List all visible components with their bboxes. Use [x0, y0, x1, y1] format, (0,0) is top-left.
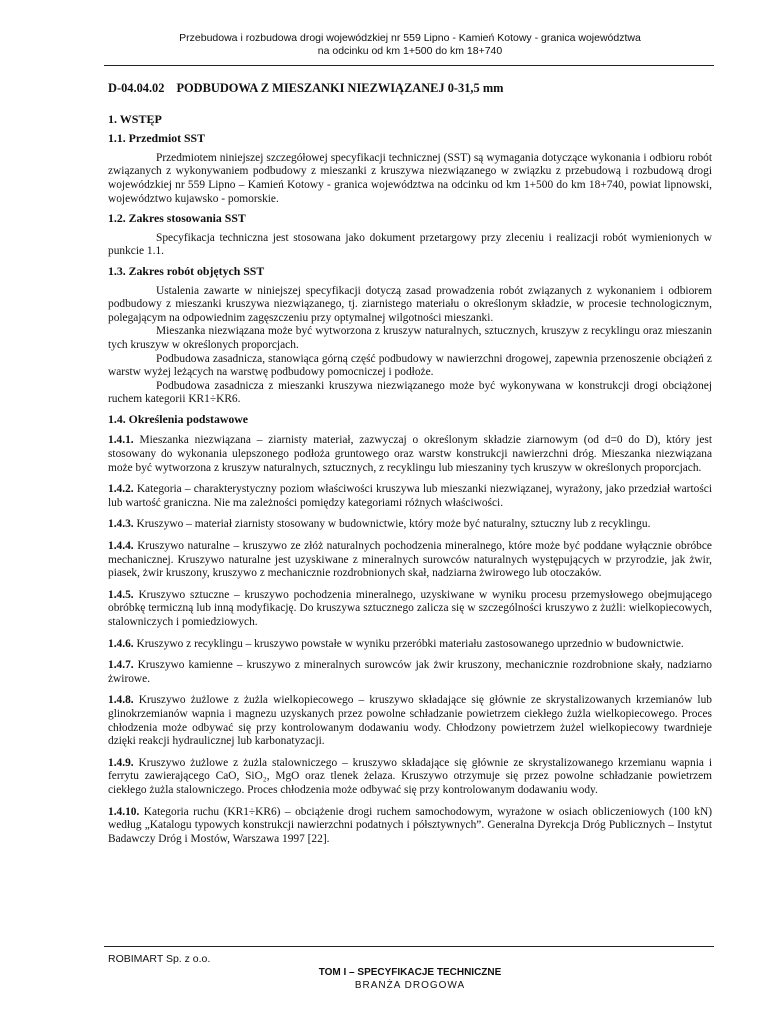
paragraph-works-4: Podbudowa zasadnicza z mieszanki kruszywa niezwiązanego może być wykonywana w konstrukcji drogi obciążonej ruchem kategorii KR1÷KR6.	[108, 379, 712, 406]
definition-number: 1.4.9.	[108, 756, 134, 769]
running-footer	[250, 966, 570, 992]
definition-number: 1.4.7.	[108, 659, 134, 672]
header-divider	[104, 65, 714, 66]
definition-item	[108, 638, 712, 652]
definition-number: 1.4.2.	[108, 483, 134, 496]
definition-text: Kruszywo kamienne – kruszywo z mineralnych surowców jak żwir kruszony, mechanicznie rozdrobnione skały, nadziarno żwirowe.	[108, 659, 712, 685]
definition-text: Mieszanka niezwiązana – ziarnisty materiał, zazwyczaj o określonym składzie ziarnowym (od d=0 do D), który jest stosowany do wykonania ulepszonego podłoża gruntowego oraz warstw konstrukcji nawierzchni dróg. Mieszanka niezwiązana może być wytworzona z kruszyw naturalnych, sztucznych, z recyklingu lub mieszaniny tych kruszyw w określonych proporcjach.	[108, 434, 712, 474]
definition-text: Kruszywo – materiał ziarnisty stosowany w budownictwie, który może być naturalny, sztuczny lub z recyklingu.	[136, 518, 651, 531]
definition-item	[108, 659, 712, 686]
definition-text: Kruszywo z recyklingu – kruszywo powstałe w wyniku przeróbki materiału zastosowanego uprzednio w budownictwie.	[136, 637, 684, 650]
subsection-heading-definitions: 1.4. Określenia podstawowe	[108, 411, 249, 426]
definition-number: 1.4.5.	[108, 588, 134, 601]
document-title	[108, 82, 712, 96]
footer-volume: TOM I – SPECYFIKACJE TECHNICZNE	[318, 967, 502, 978]
definition-text: Kategoria – charakterystyczny poziom właściwości kruszywa lub mieszanki niezwiązanej, wyrażony, jako przedział wartości lub wartość graniczna. Nie ma zależności pomiędzy kategoriami różnych właściwości.	[108, 483, 712, 509]
paragraph-works-3: Podbudowa zasadnicza, stanowiąca górną część podbudowy w nawierzchni drogowej, zapewnia przenoszenie obciążeń z warstw wyżej leżących na warstwę podbudowy pomocniczej i podłoże.	[108, 352, 712, 379]
paragraph-works-1: Ustalenia zawarte w niniejszej specyfikacji dotyczą zasad prowadzenia robót związanych z wykonaniem i odbiorem podbudowy z mieszanki kruszywa niezwiązanego, tj. ziarnistego materiału o określonym składzie, w procesie technologicznym, polegającym na odpowiednim zagęszczeniu przy optymalnej wilgotności mieszanki.	[108, 284, 712, 324]
definition-text: Kruszywo żużlowe z żużla wielkopiecowego – kruszywo składające się głównie ze skrystalizowanych krzemianów lub glinokrzemianów wapnia i magnezu uzyskanych przez powolne schładzanie powietrzem ciekłego żużla wielkopiecowego. Proces chłodzenia może odbywać się przy kontrolowanym dodawaniu wody. Chłodzony powietrzem żużel wielkopiecowy twardnieje dzięki reakcji hydraulicznej lub karbonatyzacji.	[108, 694, 712, 748]
definition-number: 1.4.6.	[108, 637, 134, 650]
definition-item	[108, 806, 712, 847]
section-heading-introduction: 1. WSTĘP	[108, 111, 162, 126]
definition-item	[108, 518, 712, 532]
header-line-1: Przebudowa i rozbudowa drogi wojewódzkiej nr 559 Lipno - Kamień Kotowy - granica województwa	[179, 32, 641, 44]
definition-item	[108, 694, 712, 748]
definition-text: Kruszywo naturalne – kruszywo ze złóż naturalnych pochodzenia mineralnego, które może być poddane wyłącznie obróbce mechanicznej. Kruszywo naturalne jest uzyskiwane z mineralnych surowców naturalnych występujących w przyrodzie, jak żwir, piasek, żwir kruszony, kruszywo z mechanicznie rozdrobnionych skał, nadziarna żwirowego lub otoczaków.	[108, 540, 712, 580]
paragraph-works-2: Mieszanka niezwiązana może być wytworzona z kruszyw naturalnych, sztucznych, kruszyw z recyklingu oraz mieszanin tych kruszyw w określonych proporcjach.	[108, 325, 712, 351]
header-line-2: na odcinku od km 1+500 do km 18+740	[317, 45, 503, 57]
definition-text: Kruszywo żużlowe z żużla stalowniczego – kruszywo składające się głównie ze skrystalizowanego krzemianu wapnia i ferrytu zawierającego CaO, SiO₂, MgO oraz tlenek żelaza. Kruszywo otrzymuje się przez powolne schładzanie powietrzem ciekłego żużla stalowniczego. Proces chłodzenia może odbywać się przy kontrolowanym dodawaniu wody.	[108, 756, 712, 796]
definition-item	[108, 434, 712, 475]
definition-item	[108, 757, 712, 798]
definition-item	[108, 483, 712, 510]
footer-company: ROBIMART Sp. z o.o.	[108, 953, 211, 965]
definition-number: 1.4.8.	[108, 694, 134, 707]
subsection-heading-works: 1.3. Zakres robót objętych SST	[108, 263, 265, 278]
definition-number: 1.4.10.	[108, 805, 140, 818]
definition-text: Kruszywo sztuczne – kruszywo pochodzenia mineralnego, uzyskiwane w wyniku procesu przemysłowego obejmującego obróbkę termiczną lub inną modyfikację. Do kruszywa sztucznego zalicza się w szczególności kruszywo z żużli: wielkopiecowych, stalowniczych i pomiedziowych.	[108, 588, 713, 628]
document-code: D-04.04.02	[108, 81, 165, 95]
definition-number: 1.4.4.	[108, 540, 134, 553]
subsection-heading-subject: 1.1. Przedmiot SST	[108, 131, 205, 146]
paragraph-scope: Specyfikacja techniczna jest stosowana jako dokument przetargowy przy zleceniu i realizacji robót wymienionych w punkcie 1.1.	[108, 231, 712, 258]
paragraph-subject: Przedmiotem niniejszej szczegółowej specyfikacji technicznej (SST) są wymagania dotyczące wykonania i odbioru robót związanych z wykonywaniem podbudowy z mieszanki z kruszywa niezwiązanego w związku z przebudową i rozbudową drogi wojewódzkiej nr 559 Lipno – Kamień Kotowy - granica województwa na odcinku od km 1+500 do km 18+740, powiat lipnowski, województwo kujawsko - pomorskie.	[108, 151, 712, 205]
definition-number: 1.4.1.	[108, 434, 134, 447]
definition-number: 1.4.3.	[108, 518, 134, 531]
running-header	[100, 32, 720, 58]
definition-item	[108, 589, 712, 630]
definition-text: Kategoria ruchu (KR1÷KR6) – obciążenie drogi ruchem samochodowym, wyrażone w osiach obliczeniowych (100 kN) według „Katalogu typowych konstrukcji nawierzchni podatnych i półsztywnych”. Generalna Dyrekcja Dróg Publicznych – Instytut Badawczy Dróg i Mostów, Warszawa 1997 [22].	[108, 805, 712, 845]
document-title-text: PODBUDOWA Z MIESZANKI NIEZWIĄZANEJ 0-31,5 mm	[176, 81, 504, 95]
subsection-heading-scope: 1.2. Zakres stosowania SST	[108, 211, 246, 226]
footer-branch: BRANŻA DROGOWA	[354, 980, 466, 991]
document-body	[108, 82, 712, 846]
footer-divider	[104, 946, 714, 947]
definition-item	[108, 540, 712, 581]
